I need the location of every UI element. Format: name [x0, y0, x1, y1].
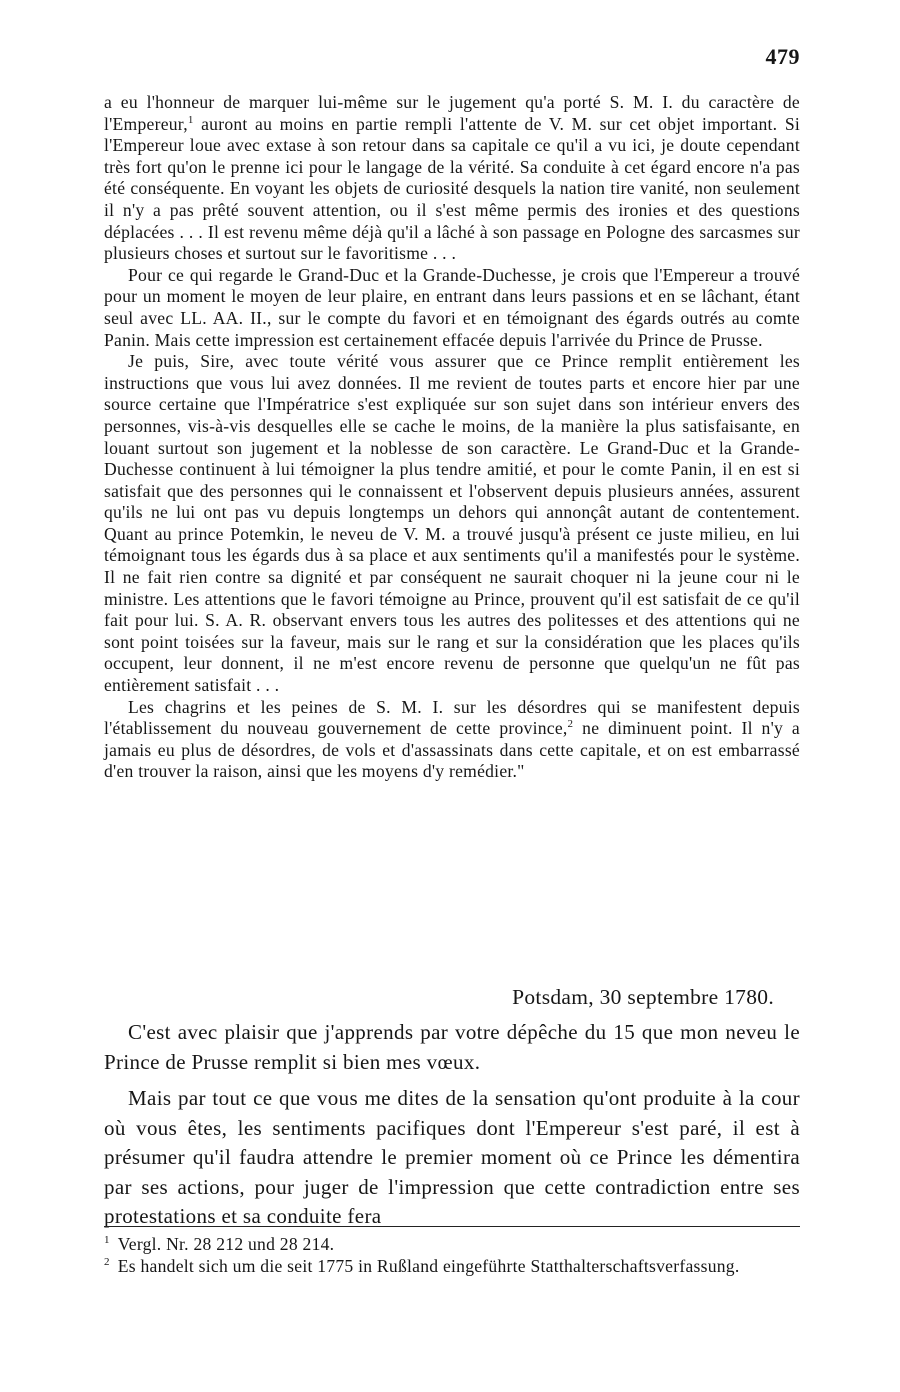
footnote-reference: 1 — [187, 113, 194, 126]
footnote-number: 1 — [104, 1234, 110, 1247]
paragraph-text: auront au moins en partie rempli l'attente de V. M. sur cet objet important. Si l'Empereur loue avec extase à son retour dans sa capitale ce qu'il a vu ici, je doute cependant très fort qu'on le prenne ici pour le langage de la vérité. Sa conduite à cet égard encore n'a pas été conséquente. En voyant les objets de curiosité desquels la nation tire vanité, non seulement il n'y a pas prêté souvent attention, ou il s'est même permis des ironies et des questions déplacées . . . Il est revenu même déjà qu'il a lâché à son passage en Pologne des sarcasmes sur plusieurs choses et surtout sur le favoritisme . . . — [104, 113, 800, 264]
paragraph: Je puis, Sire, avec toute vérité vous assurer que ce Prince remplit entièrement les instructions que vous lui avez données. Il me revient de toutes parts et encore hier par une source certaine que l'Impératrice s'est expliquée sur son sujet dans son intérieur envers des personnes, vis-à-vis desquelles elle se cache le moins, de la manière la plus satisfaisante, en louant surtout son jugement et la noblesse de son caractère. Le Grand-Duc et la Grande-Duchesse continuent à lui témoigner la plus tendre amitié, et pour le comte Panin, il en est si satisfait que des personnes qui le connaissent et l'observent depuis plusieurs années, assurent qu'ils ne lui ont pas vu depuis longtemps un dehors qui annonçât autant de contentement. Quant au prince Potemkin, le neveu de V. M. a trouvé jusqu'à présent ce juste milieu, en lui témoignant tous les égards dus à sa place et aux sentiments qu'il a manifestés pour le système. Il ne fait rien contre sa dignité et par conséquent ne saurait choquer ni la jeune cour ni le ministre. Les attentions que le favori témoigne au Prince, prouvent qu'il est satisfait de ce qu'il fait pour lui. S. A. R. observant envers tous les autres des politesses et des attentions qui ne sont point toisées sur la faveur, mais sur le rang et sur la considération que les places qu'ils occupent, leur donnent, il ne m'est encore revenu de personne que quelqu'un ne fût pas entièrement satisfait . . . — [104, 351, 800, 696]
footnote-text: Es handelt sich um die seit 1775 in Rußland eingeführte Statthalterschaftsverfassung. — [117, 1255, 740, 1276]
footnote — [104, 1256, 800, 1278]
paragraph: C'est avec plaisir que j'apprends par votre dépêche du 15 que mon neveu le Prince de Prusse remplit si bien mes vœux. — [104, 1020, 800, 1074]
page-number: 479 — [765, 44, 800, 69]
reply-text — [104, 1018, 800, 1239]
footnote — [104, 1234, 800, 1256]
footnote-text: Vergl. Nr. 28 212 und 28 214. — [117, 1234, 335, 1254]
paragraph: Pour ce qui regarde le Grand-Duc et la Grande-Duchesse, je crois que l'Empereur a trouvé pour un moment le moyen de leur plaire, en entrant dans leurs passions et en se lâchant, étant seul avec LL. AA. II., sur le compte du favori et en témoignant des égards outrés au comte Panin. Mais cette impression est certainement effacée depuis l'arrivée du Prince de Prusse. — [104, 264, 800, 350]
letter-excerpt — [104, 92, 800, 783]
dateline: Potsdam, 30 septembre 1780. — [512, 985, 774, 1009]
paragraph-text: ne diminuent point. Il n'y a jamais eu plus de désordres, de vols et d'assassinats dans cette capitale, et on est embarrassé d'en trouver la raison, ainsi que les moyens d'y remédier." — [104, 718, 800, 782]
paragraph-text: Les chagrins et les peines de S. M. I. sur les désordres qui se manifestent depuis l'établissement du nouveau gouvernement de cette province, — [104, 696, 800, 739]
footnote-divider — [104, 1226, 800, 1227]
paragraph: Mais par tout ce que vous me dites de la sensation qu'ont produite à la cour où vous êtes, les sentiments pacifiques dont l'Empereur s'est paré, il est à présumer qu'il faudra attendre le premier moment où ce Prince les démentira par ses actions, pour juger de l'impression que cette contradiction entre ses protestations et sa conduite fera — [104, 1086, 800, 1228]
footnote-reference: 2 — [567, 718, 574, 731]
footnote-number: 2 — [104, 1255, 110, 1268]
paragraph — [104, 697, 800, 783]
paragraph — [104, 92, 800, 265]
paragraph-text: a eu l'honneur de marquer lui-même sur le jugement qu'a porté S. M. I. du caractère de l'Empereur, — [104, 92, 800, 134]
footnotes — [104, 1234, 800, 1277]
